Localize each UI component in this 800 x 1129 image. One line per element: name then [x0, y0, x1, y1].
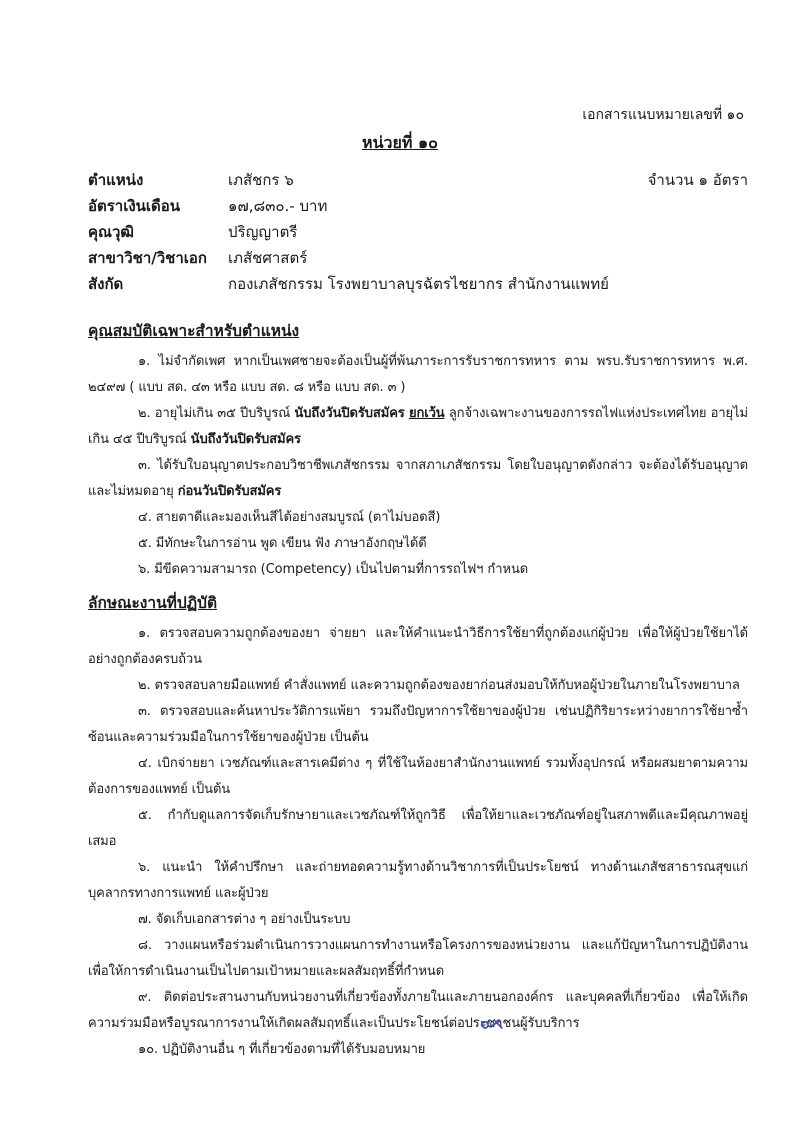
duty-item-1: ๑. ตรวจสอบความถูกต้องของยา จ่ายยา และให้คำแนะนำวิธีการใช้ยาที่ถูกต้องแก่ผู้ป่วย เพื่อให้ผู้ป่วยใช้ยาได้อย่างถูกต้องครบถ้วน [88, 626, 748, 667]
qualification-item-3 [88, 453, 748, 505]
duty-item-3: ๓. ตรวจสอบและค้นหาประวัติการแพ้ยา รวมถึงปัญหาการใช้ยาของผู้ป่วย เช่นปฏิกิริยาระหว่างยาการใช้ยาซ้ำซ้อนและความร่วมมือในการใช้ยาของผู้ป่วย เป็นต้น [88, 704, 748, 745]
qualifications-section [88, 318, 748, 583]
major-row [88, 246, 748, 272]
affiliation-label: สังกัด [88, 275, 124, 293]
qualification-item-6: ๖. มีขีดความสามารถ (Competency) เป็นไปตามที่การรถไฟฯ กำหนด [138, 562, 529, 577]
position-row [88, 168, 748, 194]
qualification-item-4: ๔. สายตาดีและมองเห็นสีได้อย่างสมบูรณ์ (ตาไม่บอดสี) [138, 510, 441, 525]
duties-section [88, 590, 748, 1063]
salary-row [88, 194, 748, 220]
duty-item-7: ๗. จัดเก็บเอกสารต่าง ๆ อย่างเป็นระบบ [138, 912, 351, 927]
qualification-item-3-text: ๓. ได้รับใบอนุญาตประกอบวิชาชีพเภสัชกรรม จากสภาเภสัชกรรม โดยใบอนุญาตดังกล่าว จะต้องได้รับอนุญาตและไม่หมดอายุ [88, 458, 748, 499]
major-value: เภสัชศาสตร์ [228, 249, 308, 267]
position-info-block [88, 168, 748, 298]
affiliation-row [88, 272, 748, 298]
initials-signature-icon [478, 1015, 508, 1033]
qualification-item-2-text-a: ๒. อายุไม่เกิน ๓๕ ปีบริบูรณ์ [138, 406, 291, 421]
unit-title: หน่วยที่ ๑๐ [362, 133, 438, 152]
duty-item-9: ๙. ติดต่อประสานงานกับหน่วยงานที่เกี่ยวข้องทั้งภายในและภายนอกองค์กร และบุคคลที่เกี่ยวข้อง เพื่อให้เกิดความร่วมมือหรือบูรณาการงานให้เกิดผลสัมฤทธิ์และเป็นประโยชน์ต่อประชาชนผู้รับบริการ [88, 990, 748, 1031]
duties-heading: ลักษณะงานที่ปฏิบัติ [88, 594, 218, 612]
qualification-value: ปริญญาตรี [228, 223, 298, 241]
salary-label: อัตราเงินเดือน [88, 197, 181, 215]
duty-item-2: ๒. ตรวจสอบลายมือแพทย์ คำสั่งแพทย์ และความถูกต้องของยาก่อนส่งมอบให้กับหอผู้ป่วยในภายในโรงพยาบาล [138, 678, 740, 693]
position-value: เภสัชกร ๖ [228, 171, 294, 189]
qualification-item-5: ๕. มีทักษะในการอ่าน พูด เขียน ฟัง ภาษาอังกฤษได้ดี [138, 536, 427, 551]
attachment-number-label: เอกสารแนบหมายเลขที่ ๑๐ [582, 107, 744, 123]
qualifications-heading: คุณสมบัติเฉพาะสำหรับตำแหน่ง [88, 322, 300, 340]
major-label: สาขาวิชา/วิชาเอก [88, 249, 208, 267]
duty-item-10: ๑๐. ปฏิบัติงานอื่น ๆ ที่เกี่ยวข้องตามที่ได้รับมอบหมาย [138, 1042, 426, 1057]
qualification-item-1: ๑. ไม่จำกัดเพศ หากเป็นเพศชายจะต้องเป็นผู้ที่พ้นภาระการรับราชการทหาร ตาม พรบ.รับราชการทหาร พ.ศ. ๒๔๙๗ ( แบบ สด. ๔๓ หรือ แบบ สด. ๘ หรือ แบบ สด. ๓ ) [88, 354, 748, 395]
vacancy-count: จำนวน ๑ อัตรา [647, 171, 748, 189]
qualification-label: คุณวุฒิ [88, 223, 134, 241]
duty-item-6: ๖. แนะนำ ให้คำปรึกษา และถ่ายทอดความรู้ทางด้านวิชาการที่เป็นประโยชน์ ทางด้านเภสัชสาธารณสุขแก่บุคลากรทางการแพทย์ และผู้ป่วย [88, 860, 748, 901]
qualification-item-2-bold-b: นับถึงวันปิดรับสมัคร [190, 432, 301, 447]
qualification-item-2-bold-a: นับถึงวันปิดรับสมัคร [294, 406, 405, 421]
qualification-row [88, 220, 748, 246]
affiliation-value: กองเภสัชกรรม โรงพยาบาลบุรฉัตรไชยากร สำนักงานแพทย์ [228, 275, 609, 293]
qualification-item-2-text-b: ลูกจ้างเฉพาะงานของการรถไฟแห่งประเทศไทย อายุไม่เกิน ๔๕ ปีบริบูรณ์ [88, 406, 748, 447]
qualification-item-2-exception: ยกเว้น [408, 406, 445, 421]
salary-value: ๑๗,๘๓๐.- บาท [228, 197, 328, 215]
duty-item-4: ๔. เบิกจ่ายยา เวชภัณฑ์และสารเคมีต่าง ๆ ที่ใช้ในห้องยาสำนักงานแพทย์ รวมทั้งอุปกรณ์ หรือผสมยาตามความต้องการของแพทย์ เป็นต้น [88, 756, 748, 797]
duty-item-8: ๘. วางแผนหรือร่วมดำเนินการวางแผนการทำงานหรือโครงการของหน่วยงาน และแก้ปัญหาในการปฏิบัติงาน เพื่อให้การดำเนินงานเป็นไปตามเป้าหมายและผลสัมฤทธิ์ที่กำหนด [88, 938, 748, 979]
qualification-item-2 [88, 401, 748, 453]
duty-item-5: ๕. กำกับดูแลการจัดเก็บรักษายาและเวชภัณฑ์ให้ถูกวิธี เพื่อให้ยาและเวชภัณฑ์อยู่ในสภาพดีและมีคุณภาพอยู่เสมอ [88, 808, 748, 849]
position-label: ตำแหน่ง [88, 171, 144, 189]
qualification-item-3-bold: ก่อนวันปิดรับสมัคร [177, 484, 282, 499]
